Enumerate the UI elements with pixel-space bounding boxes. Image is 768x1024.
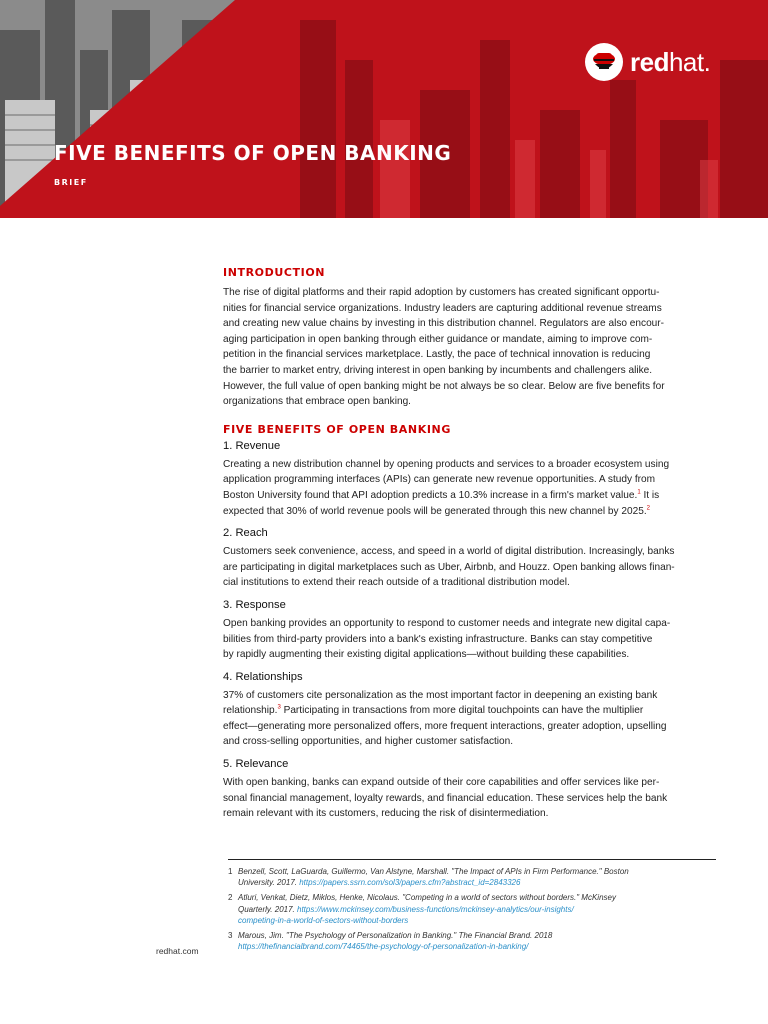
benefit-title: 5. Relevance — [223, 758, 289, 771]
benefit-response — [223, 599, 715, 663]
benefit-line: relationship.$^3$ Participating in transactions from more digital touchpoints can have the multiplier — [223, 704, 644, 717]
benefit-line: are participating in digital marketplaces such as Uber, Airbnb, and Houzz. Open banking allows finan- — [223, 561, 675, 573]
benefit-reach — [223, 527, 715, 591]
footnote-number: 3 — [228, 931, 233, 941]
benefit-line: Open banking provides an opportunity to respond to customer needs and integrate new digital capa- — [223, 617, 671, 629]
benefit-line: effect—generating more personalized offers, more frequent interactions, greater adoption, upselling — [223, 720, 667, 732]
intro-line: the barrier to market entry, driving interest in open banking by incumbents and challengers alike. — [223, 364, 653, 376]
footnote-number: 1 — [228, 867, 233, 876]
benefit-line: expected that 30% of world revenue pools will be generated through this new channel by 2025.$^2$ — [223, 505, 651, 517]
intro-line: petition in the financial services marketplace. Lastly, the pace of technical innovation is reducing — [223, 349, 651, 361]
benefit-relationships — [223, 671, 715, 750]
intro-line: and creating new value chains by investing in this distribution channel. Regulators are also encour- — [223, 318, 665, 330]
benefit-relevance — [223, 758, 715, 822]
intro-line: nities for financial service organizations. Industry leaders are capturing additional revenue streams — [223, 302, 662, 314]
city-skyline-image — [0, 0, 768, 218]
benefit-title: 1. Revenue — [223, 439, 281, 452]
redhat-logo — [584, 42, 710, 82]
intro-paragraph — [223, 285, 715, 410]
benefits-heading: FIVE BENEFITS OF OPEN BANKING — [223, 422, 451, 436]
footnote-text: Atluri, Venkat, Dietz, Miklos, Henke, Nicolaus. "Competing in a world of sectors without borders." McKinsey — [238, 893, 616, 903]
footnote-number: 2 — [228, 893, 233, 903]
footnote-link[interactable]: https://thefinancialbrand.com/74465/the-psychology-of-personalization-in-banking/ — [238, 942, 529, 952]
benefit-revenue — [223, 440, 715, 519]
benefit-line: 37% of customers cite personalization as the most important factor in deepening an existing bank — [223, 689, 658, 701]
footnote-ref[interactable]: 2 — [646, 505, 651, 512]
benefit-line: cial institutions to extend their reach outside of a traditional distribution model. — [223, 577, 570, 589]
page-subtitle: BRIEF — [54, 178, 88, 187]
footnote-text: Marous, Jim. "The Psychology of Personalization in Banking." The Financial Brand. 2018 — [238, 931, 553, 941]
footnote — [228, 866, 716, 888]
footnote-ref[interactable]: 1 — [637, 489, 641, 496]
footnote-link[interactable]: competing-in-a-world-of-sectors-without-borders — [238, 915, 409, 925]
footnote — [228, 930, 716, 952]
footnote-link[interactable]: https://papers.ssrn.com/sol3/papers.cfm?abstract_id=2843326 — [299, 878, 521, 888]
footnote-text: University. 2017. — [238, 878, 300, 888]
benefit-title: 3. Response — [223, 598, 286, 611]
footnote-text: Quarterly. 2017. — [238, 904, 297, 914]
benefit-line: sonal financial management, loyalty rewards, and financial education. These services help the bank — [223, 792, 668, 804]
intro-line: aging participation in open banking through either guidance or mandate, aiming to improve com- — [223, 333, 653, 345]
benefit-line: Customers seek convenience, access, and speed in a world of digital distribution. Increasingly, banks — [223, 546, 675, 558]
site-url[interactable]: redhat.com — [156, 946, 199, 956]
benefit-title: 4. Relationships — [223, 670, 303, 683]
intro-heading: INTRODUCTION — [223, 266, 326, 279]
intro-line: However, the full value of open banking might be not always be so clear. Below are five benefits for — [223, 380, 665, 392]
benefit-line: With open banking, banks can expand outside of their core capabilities and offer services like per- — [223, 777, 660, 789]
main-content — [223, 266, 715, 822]
intro-line: organizations that embrace open banking. — [223, 396, 411, 408]
redhat-wordmark: redhat. — [630, 46, 711, 77]
footnote-text: Benzell, Scott, LaGuarda, Guillermo, Van Alstyne, Marshall. "The Impact of APIs in Firm Performance." Boston — [238, 867, 629, 876]
footnote — [228, 892, 716, 926]
footnotes — [228, 859, 716, 956]
header-banner — [0, 0, 768, 218]
benefit-line: bilities from third-party providers into a bank's existing infrastructure. Banks can stay competitive — [223, 633, 653, 645]
redhat-shadowman-icon — [584, 42, 624, 82]
intro-line: The rise of digital platforms and their rapid adoption by customers has created significant opportu- — [223, 287, 660, 298]
benefit-line: Creating a new distribution channel by opening products and services to a broader ecosystem using — [223, 458, 670, 470]
benefit-line: and cross-selling opportunities, and higher customer satisfaction. — [223, 736, 514, 748]
benefit-line: remain relevant with its customers, reducing the risk of disintermediation. — [223, 808, 549, 820]
benefit-title: 2. Reach — [223, 527, 268, 540]
footnote-ref[interactable]: 3 — [277, 704, 281, 711]
benefit-line: application programming interfaces (APIs) can generate new revenue opportunities. A study from — [223, 474, 656, 486]
page-title: FIVE BENEFITS OF OPEN BANKING — [54, 141, 452, 165]
benefit-line: by rapidly augmenting their existing digital applications—without building these capabilities. — [223, 649, 630, 661]
footnote-link[interactable]: https://www.mckinsey.com/business-functions/mckinsey-analytics/our-insights/ — [297, 904, 574, 914]
benefit-line: Boston University found that API adoption predicts a 10.3% increase in a firm's market value.$^1$ It is — [223, 489, 660, 501]
